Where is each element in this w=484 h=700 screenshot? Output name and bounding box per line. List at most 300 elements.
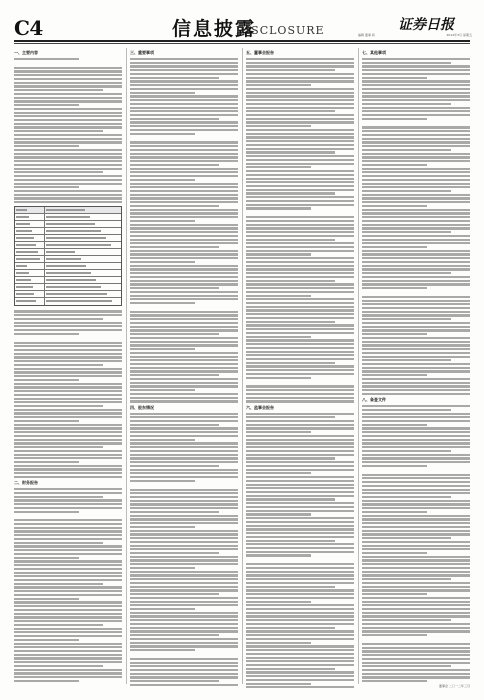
text-line [362, 283, 470, 285]
text-line [362, 574, 470, 576]
text-line [246, 280, 335, 282]
text-line [14, 635, 122, 637]
text-line [362, 261, 470, 263]
text-line [246, 268, 354, 270]
text-line [246, 336, 311, 338]
text-line [14, 160, 122, 162]
text-line [130, 298, 238, 300]
text-line [14, 472, 122, 474]
text-line [130, 283, 238, 285]
text-line [130, 582, 238, 584]
text-line [246, 469, 354, 471]
text-line [362, 186, 470, 188]
text-line [130, 80, 238, 82]
text-line [246, 58, 354, 60]
text-line [130, 574, 238, 576]
table-cell [15, 298, 45, 305]
text-line [246, 276, 354, 278]
text-line [130, 416, 238, 418]
text-line [130, 302, 195, 304]
text-line [130, 341, 238, 343]
text-line [362, 665, 451, 667]
text-line [130, 450, 238, 452]
text-line [362, 474, 470, 476]
text-line [362, 130, 470, 132]
text-line [362, 363, 470, 365]
text-line [362, 442, 470, 444]
text-line [362, 461, 470, 463]
text-line [246, 427, 354, 429]
text-line [130, 156, 238, 158]
text-line [14, 427, 122, 429]
text-line [362, 231, 451, 233]
text-line [362, 431, 470, 433]
text-line [246, 362, 335, 364]
text-line [246, 220, 354, 222]
text-line [130, 578, 238, 580]
text-line [14, 164, 122, 166]
text-line [246, 309, 354, 311]
text-line [14, 594, 122, 596]
text-line [130, 511, 219, 513]
text-line [130, 175, 238, 177]
text-line [362, 533, 470, 535]
text-line [362, 224, 470, 226]
text-line [14, 409, 122, 411]
text-line [130, 242, 238, 244]
text-line [14, 153, 122, 155]
text-line [130, 548, 238, 550]
text-line [362, 393, 470, 395]
table-cell [45, 221, 121, 227]
text-line [362, 209, 470, 211]
header-rule [14, 40, 470, 42]
section-heading: 三、重要事项 [130, 50, 154, 55]
text-line [130, 261, 195, 263]
text-line [362, 257, 470, 259]
text-line [130, 287, 219, 289]
text-line [14, 620, 122, 622]
text-line [14, 329, 122, 331]
text-line [246, 166, 311, 168]
text-line [362, 110, 470, 112]
text-line [130, 638, 238, 640]
text-line [246, 204, 354, 206]
text-line [130, 623, 238, 625]
text-line [130, 326, 238, 328]
text-line [362, 322, 470, 324]
text-line [246, 521, 354, 523]
text-line [362, 662, 470, 664]
text-line [362, 95, 470, 97]
text-line [362, 541, 470, 543]
text-line [246, 92, 354, 94]
text-line [14, 575, 122, 577]
text-line [362, 235, 470, 237]
text-line [246, 664, 354, 666]
text-line [362, 303, 470, 305]
column-divider [126, 48, 127, 684]
text-line [130, 265, 238, 267]
text-line [14, 93, 122, 95]
text-line [14, 631, 122, 633]
text-column-2 [130, 48, 238, 688]
text-line [14, 386, 122, 388]
page-code: C4 [14, 16, 43, 40]
text-line [130, 201, 238, 203]
text-line [362, 515, 470, 517]
text-line [362, 643, 470, 645]
text-line [246, 283, 354, 285]
text-line [14, 560, 122, 562]
text-line [246, 660, 354, 662]
text-line [14, 123, 122, 125]
text-line [130, 58, 238, 60]
text-line [130, 164, 219, 166]
text-line [130, 630, 238, 632]
section-heading: 四、股东情况 [130, 404, 154, 410]
text-line [246, 110, 335, 112]
text-column-4 [362, 48, 470, 688]
text-line [130, 413, 238, 415]
text-line [246, 571, 354, 573]
text-line [130, 69, 238, 71]
text-line [246, 623, 354, 625]
text-line [246, 634, 354, 636]
text-line [362, 619, 451, 621]
text-line [246, 317, 354, 319]
text-line [14, 138, 122, 140]
text-line [246, 627, 335, 629]
text-line [14, 349, 122, 351]
text-line [130, 500, 238, 502]
text-line [246, 332, 354, 334]
text-line [246, 118, 354, 120]
text-line [362, 307, 470, 309]
table-cell [15, 249, 45, 255]
text-line [14, 676, 122, 678]
text-line [362, 567, 470, 569]
text-line [130, 197, 238, 199]
text-line [130, 526, 195, 528]
text-line [130, 465, 219, 467]
text-line [130, 385, 238, 387]
text-line [246, 103, 354, 105]
text-line [362, 160, 470, 162]
text-line [14, 609, 122, 611]
text-line [130, 95, 238, 97]
text-line [362, 650, 470, 652]
text-line [130, 442, 238, 444]
text-line [130, 533, 238, 535]
section-heading: 七、其他事项 [362, 50, 386, 55]
section-heading: 六、监事会报告 [246, 404, 274, 410]
text-line [362, 439, 470, 441]
text-line [362, 522, 470, 524]
text-line [14, 145, 79, 147]
text-line [130, 480, 195, 482]
text-line [246, 88, 354, 90]
text-line [130, 665, 238, 667]
text-line [246, 133, 354, 135]
text-line [14, 318, 103, 320]
text-line [362, 126, 470, 128]
text-line [246, 675, 354, 677]
text-line [130, 673, 238, 675]
text-line [246, 513, 311, 515]
text-line [246, 439, 354, 441]
text-line [130, 250, 238, 252]
text-line [130, 272, 238, 274]
text-line [14, 104, 79, 106]
text-line [14, 605, 122, 607]
text-line [130, 476, 238, 478]
text-line [14, 70, 122, 72]
table-cell [15, 214, 45, 220]
text-line [362, 601, 470, 603]
text-line [14, 394, 122, 396]
text-line [246, 80, 354, 82]
text-line [14, 89, 103, 91]
text-line [246, 604, 354, 606]
text-line [362, 265, 470, 267]
text-line [246, 151, 335, 153]
text-line [246, 365, 354, 367]
section-title: 信息披露 [172, 18, 257, 40]
text-line [130, 73, 238, 75]
text-line [14, 401, 122, 403]
text-line [130, 571, 238, 573]
table-cell [45, 270, 121, 276]
text-line [14, 420, 79, 422]
text-line [130, 239, 238, 241]
text-line [14, 624, 103, 626]
text-line [362, 168, 470, 170]
table-row [15, 242, 121, 249]
text-line [246, 679, 354, 681]
text-line [130, 552, 219, 554]
text-line [246, 506, 354, 508]
table-cell [15, 277, 45, 283]
text-line [362, 141, 470, 143]
text-line [362, 615, 470, 617]
text-line [246, 608, 354, 610]
text-line [14, 557, 79, 559]
text-line [130, 367, 238, 369]
text-line [362, 559, 470, 561]
table-row [15, 284, 121, 291]
text-line [130, 567, 195, 569]
text-line [362, 69, 470, 71]
text-line [14, 549, 122, 551]
text-line [130, 333, 219, 335]
text-line [14, 542, 103, 544]
text-line [14, 650, 122, 652]
text-line [362, 300, 470, 302]
text-line [130, 125, 238, 127]
text-line [362, 416, 470, 418]
text-line [130, 461, 238, 463]
text-line [130, 374, 219, 376]
text-line [246, 442, 354, 444]
text-line [246, 578, 354, 580]
text-line [362, 356, 470, 358]
text-line [14, 398, 122, 400]
text-line [14, 156, 122, 158]
text-line [14, 499, 122, 501]
text-line [14, 457, 122, 459]
text-line [246, 129, 354, 131]
text-line [246, 547, 354, 549]
text-line [14, 201, 122, 203]
text-line [362, 114, 470, 116]
text-line [130, 220, 195, 222]
table-cell [45, 256, 121, 262]
text-line [362, 597, 470, 599]
text-line [362, 149, 451, 151]
text-line [246, 686, 354, 688]
text-line [14, 333, 79, 335]
text-line [362, 450, 451, 452]
text-line [246, 239, 335, 241]
text-line [362, 250, 470, 252]
text-line [362, 175, 470, 177]
text-line [14, 661, 122, 663]
text-line [362, 604, 470, 606]
text-line [246, 653, 354, 655]
text-line [362, 227, 470, 229]
text-line [246, 261, 354, 263]
text-column-1 [14, 48, 122, 688]
text-line [362, 500, 470, 502]
text-line [362, 634, 427, 636]
text-line [130, 522, 238, 524]
text-line [14, 85, 122, 87]
text-line [130, 186, 238, 188]
text-line [246, 567, 354, 569]
text-line [362, 296, 470, 298]
text-line [246, 528, 354, 530]
text-line [246, 668, 335, 670]
text-line [246, 385, 354, 387]
text-line [362, 337, 470, 339]
text-line [362, 348, 470, 350]
text-line [246, 250, 354, 252]
text-line [14, 310, 122, 312]
text-line [130, 676, 238, 678]
text-line [130, 141, 238, 143]
text-line [362, 669, 470, 671]
table-row [15, 256, 121, 263]
text-line [130, 231, 238, 233]
text-line [246, 227, 354, 229]
text-line [246, 495, 354, 497]
table-cell [45, 291, 121, 297]
table-cell [45, 249, 121, 255]
text-line [246, 480, 354, 482]
section-heading: 五、董事会报告 [246, 50, 274, 55]
text-line [362, 153, 470, 155]
text-line [246, 491, 354, 493]
text-line [362, 280, 470, 282]
editor-credit: 编辑 董事 杨 [358, 33, 375, 37]
text-line [362, 623, 470, 625]
text-line [362, 477, 470, 479]
table-cell [45, 284, 121, 290]
text-line [130, 662, 238, 664]
column-divider [358, 48, 359, 684]
table-cell [45, 298, 121, 305]
text-line [362, 563, 470, 565]
text-line [362, 164, 427, 166]
text-line [130, 397, 238, 399]
text-line [246, 683, 311, 685]
text-line [362, 507, 470, 509]
text-line [362, 420, 470, 422]
data-table [14, 206, 122, 306]
text-line [362, 673, 470, 675]
text-line [246, 446, 354, 448]
text-line [14, 435, 122, 437]
text-line [130, 322, 238, 324]
text-line [246, 413, 354, 415]
text-line [362, 341, 470, 343]
text-line [130, 541, 238, 543]
text-line [130, 329, 238, 331]
text-line [130, 649, 195, 651]
text-line [14, 149, 122, 151]
text-line [246, 498, 335, 500]
text-line [130, 370, 238, 372]
table-row [15, 249, 121, 256]
text-column-3 [246, 48, 354, 688]
text-line [130, 246, 219, 248]
text-line [14, 74, 122, 76]
section-title-english: DISCLOSURE [236, 24, 325, 37]
text-line [14, 364, 103, 366]
section-heading: 一、主要内容 [14, 50, 38, 55]
text-line [130, 424, 219, 426]
text-line [14, 476, 122, 478]
text-line [14, 405, 103, 407]
text-line [362, 84, 470, 86]
table-cell [15, 263, 45, 269]
text-line [14, 628, 122, 630]
text-line [362, 582, 470, 584]
table-cell [45, 214, 121, 220]
text-line [362, 73, 470, 75]
table-cell [15, 291, 45, 297]
table-cell [45, 207, 121, 213]
text-line [130, 427, 238, 429]
text-line [130, 356, 238, 358]
text-line [246, 65, 354, 67]
text-line [130, 608, 195, 610]
text-line [130, 77, 219, 79]
text-line [362, 326, 470, 328]
text-line [130, 634, 219, 636]
text-line [130, 149, 238, 151]
text-line [362, 268, 470, 270]
text-line [246, 377, 311, 379]
text-line [362, 446, 470, 448]
text-line [14, 442, 122, 444]
text-line [14, 100, 122, 102]
text-line [246, 532, 354, 534]
text-line [246, 358, 354, 360]
text-line [246, 563, 354, 565]
text-line [246, 272, 354, 274]
